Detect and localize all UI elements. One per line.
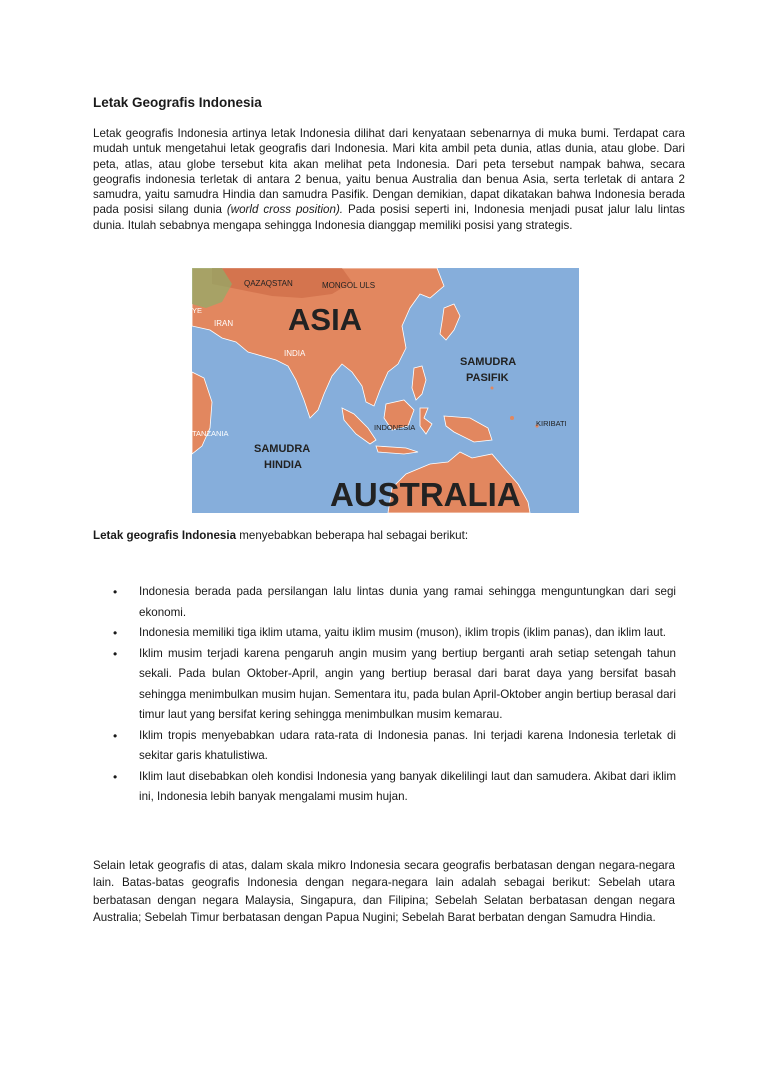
map-image: [192, 268, 579, 513]
intro-italic-term: (world cross position).: [226, 203, 344, 217]
map-label-pasifik-line1: SAMUDRA: [460, 356, 517, 368]
bullet-icon: •: [113, 769, 118, 784]
map-label-asia: ASIA: [288, 302, 363, 337]
indonesia-position-map: [192, 268, 579, 513]
map-pacific-island-3: [491, 387, 494, 390]
map-label-hindia-line2: HINDIA: [264, 459, 302, 471]
bullet-icon: •: [113, 646, 118, 661]
intro-text: Letak geografis Indonesia artinya letak Indonesia dilihat dari kenyataan sebenarnya di muka bumi. Terdapat cara mudah untuk mengetahui letak geografis dari Indonesia. Mari kita ambil peta dunia, atlas dunia, atau globe. Dari peta, atlas, atau globe tersebut kita akan melihat peta Indonesia. Dari peta tersebut nampak bahwa, secara geografis indonesia terletak di antara 2 benua, yaitu benua Australia dan benua Asia, serta terletak di antara 2 samudra, yaitu samudra Hindia dan samudra Pasifik. Dengan demikian, dapat dikatakan bahwa Indonesia berada pada posisi silang dunia: [93, 127, 685, 217]
list-item: [93, 644, 676, 726]
map-label-australia: AUSTRALIA: [330, 476, 521, 513]
map-label-ye: YE: [192, 306, 203, 315]
map-label-pasifik-line2: PASIFIK: [466, 372, 509, 384]
list-item: [93, 767, 676, 808]
list-intro-rest: menyebabkan beberapa hal sebagai berikut:: [236, 529, 469, 542]
borders-paragraph: Selain letak geografis di atas, dalam skala mikro Indonesia secara geografis berbatasan dengan negara-negara lain. Batas-batas geografis Indonesia dengan negara-negara lain adalah sebagai berikut: Sebelah utara berbatasan dengan negara Malaysia, Singapura, dan Filipina; Sebelah Selatan berbatasan dengan negara Australia; Sebelah Timur berbatasan dengan Papua Nugini; Sebelah Barat berbatan dengan Samudra Hindia.: [93, 859, 675, 925]
intro-tail-text: Pada posisi seperti ini, Indonesia menjadi pusat jalur lalu lintas dunia. Itulah sebabnya mengapa sehingga Indonesia dianggap memiliki posisi yang strategis.: [93, 203, 685, 232]
bullet-icon: •: [113, 626, 118, 640]
map-label-tanzania: TANZANIA: [192, 429, 229, 438]
list-item: [93, 582, 676, 623]
map-label-qazaqstan: QAZAQSTAN: [244, 279, 293, 288]
list-intro-sentence: [93, 529, 468, 542]
map-label-india: INDIA: [284, 349, 306, 358]
effects-bullet-list: [93, 582, 676, 808]
map-label-kiribati: KIRIBATI: [536, 419, 567, 428]
bullet-icon: •: [113, 585, 118, 599]
document-title: Letak Geografis Indonesia: [93, 95, 262, 110]
map-label-indonesia: INDONESIA: [374, 423, 416, 432]
list-item-text: Iklim musim terjadi karena pengaruh angin musim yang bertiup berganti arah setiap setengah tahun sekali. Pada bulan Oktober-April, angin yang bertiup berasal dari barat daya yang bersifat basah sehingga menimbulkan musim hujan. Sementara itu, pada bulan April-Oktober angin bertiup berasal dari timur laut yang bersifat kering sehingga menimbulkan musim kemarau.: [139, 646, 676, 721]
intro-paragraph: [93, 126, 685, 233]
bullet-icon: •: [113, 728, 118, 743]
map-pacific-island-1: [510, 416, 514, 420]
map-label-iran: IRAN: [214, 319, 234, 328]
list-item: [93, 623, 676, 644]
map-label-mongol: MONGOL ULS: [322, 281, 376, 290]
list-item-text: Iklim tropis menyebabkan udara rata-rata di Indonesia panas. Ini terjadi karena Indonesia terletak di sekitar garis khatulistiwa.: [139, 728, 676, 762]
list-item: [93, 726, 676, 767]
list-item-text: Indonesia memiliki tiga iklim utama, yaitu iklim musim (muson), iklim tropis (iklim panas), dan iklim laut.: [139, 626, 667, 639]
list-item-text: Iklim laut disebabkan oleh kondisi Indonesia yang banyak dikelilingi laut dan samudera. Akibat dari iklim ini, Indonesia lebih banyak mengalami musim hujan.: [139, 769, 676, 803]
map-label-hindia-line1: SAMUDRA: [254, 443, 311, 455]
list-intro-bold: Letak geografis Indonesia: [93, 529, 237, 542]
list-item-text: Indonesia berada pada persilangan lalu lintas dunia yang ramai sehingga menguntungkan dari segi ekonomi.: [139, 585, 676, 619]
